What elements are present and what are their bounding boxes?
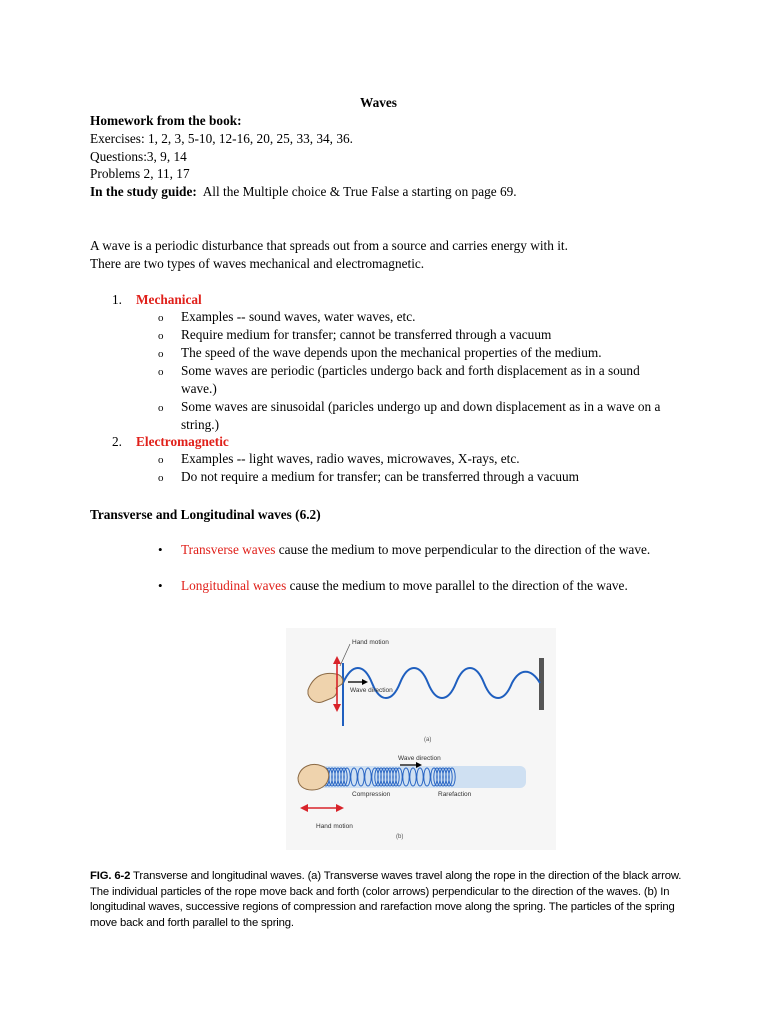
type-mechanical: Mechanical	[136, 292, 202, 307]
term-longitudinal: Longitudinal waves	[181, 578, 287, 593]
intro-line-2: There are two types of waves mechanical and electromagnetic.	[90, 256, 425, 271]
homework-heading: Homework from the book:	[90, 113, 242, 128]
list-item: Some waves are periodic (particles undergo back and forth displacement as in a sound wave.)	[181, 363, 640, 396]
sub-marker: o	[158, 366, 164, 378]
list-number-1: 1.	[112, 292, 122, 307]
sub-marker: o	[158, 348, 164, 360]
list-item: Require medium for transfer; cannot be transferred through a vacuum	[181, 327, 552, 342]
bullet-longitudinal	[181, 577, 656, 595]
study-guide-text: All the Multiple choice & True False a starting on page 69.	[196, 184, 517, 199]
label-compression: Compression	[352, 791, 391, 798]
label-rarefaction: Rarefaction	[438, 791, 472, 798]
label-wave-direction-a-text: Wave direction	[350, 687, 393, 694]
caption-text: Transverse and longitudinal waves. (a) Transverse waves travel along the rope in the direction of the black arrow. The individual particles of the rope move back and forth (color arrows) perpendicular to the direction of the waves. (b) In longitudinal waves, successive regions of compression and rarefaction move along the spring. The particles of the spring move back and forth parallel to the spring.	[90, 870, 682, 929]
bullet: •	[158, 542, 163, 557]
study-guide-label: In the study guide:	[90, 184, 197, 199]
list-item: The speed of the wave depends upon the mechanical properties of the medium.	[181, 345, 602, 360]
wall	[539, 658, 544, 710]
term-transverse: Transverse waves	[181, 542, 276, 557]
label-panel-a: (a)	[424, 737, 432, 743]
list-item: Examples -- light waves, radio waves, microwaves, X-rays, etc.	[181, 451, 520, 466]
bullet: •	[158, 578, 163, 593]
list-item: Some waves are sinusoidal (paricles undergo up and down displacement as in a wave on a string.)	[181, 399, 661, 432]
def-transverse: cause the medium to move perpendicular to the direction of the wave.	[275, 542, 651, 557]
sub-marker: o	[158, 454, 164, 466]
label-hand-motion-b: Hand motion	[316, 823, 353, 830]
hand-icon	[298, 765, 329, 791]
section-heading: Transverse and Longitudinal waves (6.2)	[90, 507, 321, 522]
def-longitudinal: cause the medium to move parallel to the direction of the wave.	[286, 578, 628, 593]
sub-marker: o	[158, 402, 164, 414]
list-item: Do not require a medium for transfer; can be transferred through a vacuum	[181, 469, 580, 484]
page-title: Waves	[360, 95, 397, 110]
sub-marker: o	[158, 472, 164, 484]
label-hand-motion-a: Hand motion	[352, 639, 389, 646]
list-item: Examples -- sound waves, water waves, etc.	[181, 309, 416, 324]
intro-line-1: A wave is a periodic disturbance that spreads out from a source and carries energy with it.	[90, 238, 568, 253]
wave-figure	[286, 628, 556, 850]
list-number-2: 2.	[112, 434, 122, 449]
homework-problems: Problems 2, 11, 17	[90, 166, 190, 181]
label-panel-b: (b)	[396, 834, 404, 840]
homework-questions: Questions:3, 9, 14	[90, 149, 187, 164]
figure-caption	[90, 869, 685, 931]
study-guide-line	[90, 183, 517, 200]
type-electromagnetic: Electromagnetic	[136, 434, 229, 449]
sub-marker: o	[158, 312, 164, 324]
label-wave-direction-a	[350, 687, 393, 694]
caption-label: FIG. 6-2	[90, 870, 131, 882]
homework-exercises: Exercises: 1, 2, 3, 5-10, 12-16, 20, 25, 33, 34, 36.	[90, 131, 353, 146]
bullet-transverse	[181, 541, 676, 559]
sub-marker: o	[158, 330, 164, 342]
label-wave-direction-b: Wave direction	[398, 755, 441, 762]
